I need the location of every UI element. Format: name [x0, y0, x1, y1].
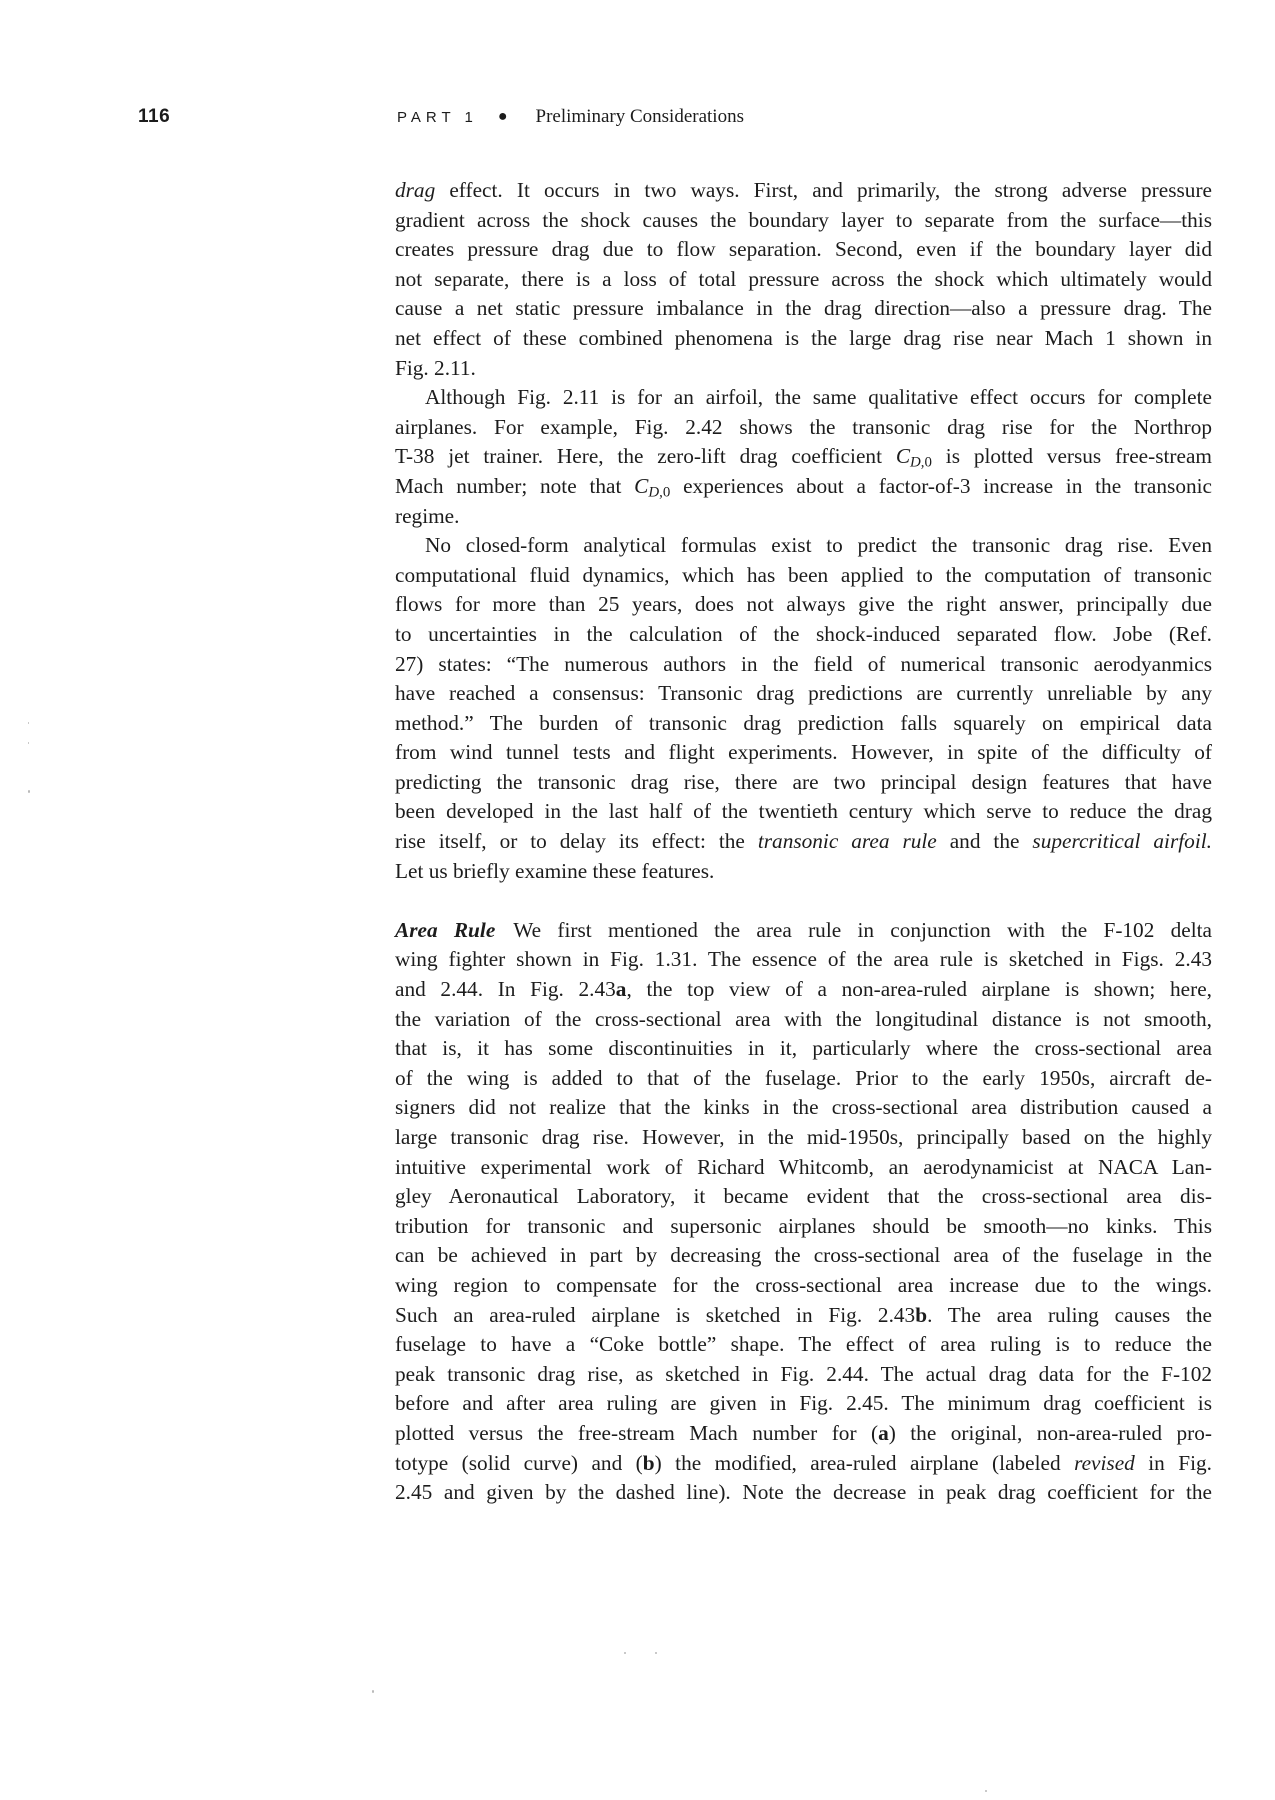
text-line [395, 442, 1212, 472]
bullet-icon: ● [497, 108, 508, 125]
text-line: net effect of these combined phenomena is the large drag rise near Mach 1 shown in [395, 325, 1212, 350]
text-line: peak transonic drag rise, as sketched in Fig. 2.44. The actual drag data for the F-102 [395, 1361, 1212, 1386]
math-symbol: C [895, 444, 911, 469]
italic-term: drag [395, 178, 436, 202]
text-span: and the [936, 829, 1033, 854]
math-subscript [648, 485, 670, 501]
text-span: ) the modified, area-ruled airplane (labeled [654, 1450, 1075, 1475]
text-span: . The area ruling causes the [927, 1302, 1212, 1327]
math-symbol: C [634, 473, 649, 498]
text-span: Such an area-ruled airplane is sketched in Fig. 2.43 [395, 1302, 916, 1327]
text-span: is plotted versus free-stream [931, 444, 1212, 469]
text-line [395, 472, 1212, 502]
text-line: tribution for transonic and supersonic airplanes should be smooth—no kinks. This [395, 1213, 1212, 1238]
text-line: signers did not realize that the kinks in the cross-sectional area distribution caused a [395, 1095, 1212, 1120]
text-line [395, 176, 1212, 206]
text-line [395, 916, 1212, 946]
text-line: large transonic drag rise. However, in the mid-1950s, principally based on the highly [395, 1125, 1212, 1149]
bold-label: b [915, 1302, 928, 1327]
text-line: computational fluid dynamics, which has been applied to the computation of transonic [395, 562, 1212, 587]
text-line: cause a net static pressure imbalance in the drag direction—also a pressure drag. The [395, 296, 1212, 321]
math-subscript [910, 455, 932, 471]
text-span: We first mentioned the area rule in conjunction with the F-102 delta [513, 917, 1212, 942]
subscript-zero: ,0 [920, 455, 932, 472]
text-span: plotted versus the free-stream Mach number for ( [395, 1420, 879, 1445]
text-line: intuitive experimental work of Richard Whitcomb, an aerodynamicist at NACA Lan- [395, 1154, 1212, 1179]
italic-term: transonic area rule [757, 829, 937, 854]
text-line: creates pressure drag due to flow separation. Second, even if the boundary layer did [395, 237, 1212, 262]
text-line: 2.45 and given by the dashed line). Note the decrease in peak drag coefficient for the [395, 1480, 1212, 1505]
text-line [395, 1301, 1212, 1331]
text-line: wing region to compensate for the cross-sectional area increase due to the wings. [395, 1272, 1212, 1297]
text-line: wing fighter shown in Fig. 1.31. The essence of the area rule is sketched in Figs. 2.43 [395, 947, 1212, 972]
text-line: can be achieved in part by decreasing the cross-sectional area of the fuselage in the [395, 1243, 1212, 1268]
text-line: predicting the transonic drag rise, there are two principal design features that have [395, 769, 1212, 794]
text-line: No closed-form analytical formulas exist to predict the transonic drag rise. Even [425, 533, 1212, 558]
text-line: have reached a consensus: Transonic drag predictions are currently unreliable by any [395, 681, 1212, 706]
scan-speck [985, 1790, 987, 1792]
text-span: effect. It occurs in two ways. First, and primarily, the strong adverse pressure [435, 178, 1212, 202]
italic-term: revised [1074, 1450, 1135, 1475]
text-line [395, 975, 1212, 1005]
text-span: Mach number; note that [395, 473, 635, 498]
text-span: and 2.44. In Fig. 2.43 [395, 977, 616, 1002]
text-line: method.” The burden of transonic drag prediction falls squarely on empirical data [395, 710, 1212, 735]
text-line: to uncertainties in the calculation of the shock-induced separated flow. Jobe (Ref. [395, 621, 1212, 646]
page-number: 116 [138, 106, 171, 127]
text-span: ) the original, non-area-ruled pro- [888, 1420, 1212, 1445]
text-line: not separate, there is a loss of total pressure across the shock which ultimately would [395, 266, 1212, 291]
running-head [397, 106, 744, 128]
text-line [395, 1449, 1212, 1479]
text-line: 27) states: “The numerous authors in the field of numerical transonic aerodyanmics [395, 651, 1212, 676]
text-span: totype (solid curve) and ( [395, 1450, 643, 1475]
text-span: T-38 jet trainer. Here, the zero-lift drag coefficient [395, 444, 896, 469]
bold-label: a [878, 1420, 889, 1445]
text-line: Although Fig. 2.11 is for an airfoil, the same qualitative effect occurs for complete [425, 385, 1212, 410]
text-line: from wind tunnel tests and flight experiments. However, in spite of the difficulty of [395, 740, 1212, 765]
text-line: Fig. 2.11. [395, 355, 476, 380]
text-line: that is, it has some discontinuities in it, particularly where the cross-sectional area [395, 1036, 1212, 1061]
bold-label: b [642, 1450, 655, 1475]
text-span: , the top view of a non-area-ruled airplane is shown; here, [626, 977, 1212, 1002]
scan-speck [655, 1652, 657, 1654]
section-heading-area-rule: Area Rule [395, 917, 496, 942]
text-line: before and after area ruling are given in Fig. 2.45. The minimum drag coefficient is [395, 1391, 1212, 1416]
subscript-d: D [648, 484, 660, 501]
section-title: Preliminary Considerations [535, 106, 744, 127]
text-line: the variation of the cross-sectional area with the longitudinal distance is not smooth, [395, 1006, 1212, 1031]
text-line: gley Aeronautical Laboratory, it became evident that the cross-sectional area dis- [395, 1184, 1212, 1209]
scan-speck [28, 790, 30, 793]
body-text [395, 176, 1212, 1508]
text-line [395, 1419, 1212, 1449]
bold-label: a [615, 977, 627, 1002]
part-label: PART 1 [397, 109, 478, 126]
scan-speck [372, 1690, 374, 1693]
text-line: gradient across the shock causes the boundary layer to separate from the surface—this [395, 207, 1212, 232]
text-line: airplanes. For example, Fig. 2.42 shows the transonic drag rise for the Northrop [395, 414, 1212, 439]
text-span: experiences about a factor-of-3 increase in the transonic [670, 473, 1212, 498]
text-span: rise itself, or to delay its effect: the [395, 829, 758, 854]
text-line: Let us briefly examine these features. [395, 858, 715, 883]
text-line: been developed in the last half of the twentieth century which serve to reduce the drag [395, 799, 1212, 824]
text-span: in Fig. [1134, 1450, 1213, 1475]
subscript-d: D [910, 455, 921, 472]
paragraph-gap [395, 886, 1212, 916]
text-line: of the wing is added to that of the fuselage. Prior to the early 1950s, aircraft de- [395, 1065, 1212, 1090]
text-line [395, 827, 1212, 857]
text-line: regime. [395, 503, 460, 528]
text-line: flows for more than 25 years, does not always give the right answer, principally due [395, 592, 1212, 617]
italic-term: supercritical airfoil. [1032, 829, 1212, 854]
scan-speck [28, 722, 29, 724]
scan-speck [624, 1652, 626, 1654]
text-line: fuselage to have a “Coke bottle” shape. The effect of area ruling is to reduce the [395, 1332, 1212, 1357]
subscript-zero: ,0 [659, 484, 671, 501]
scan-speck [28, 742, 29, 744]
